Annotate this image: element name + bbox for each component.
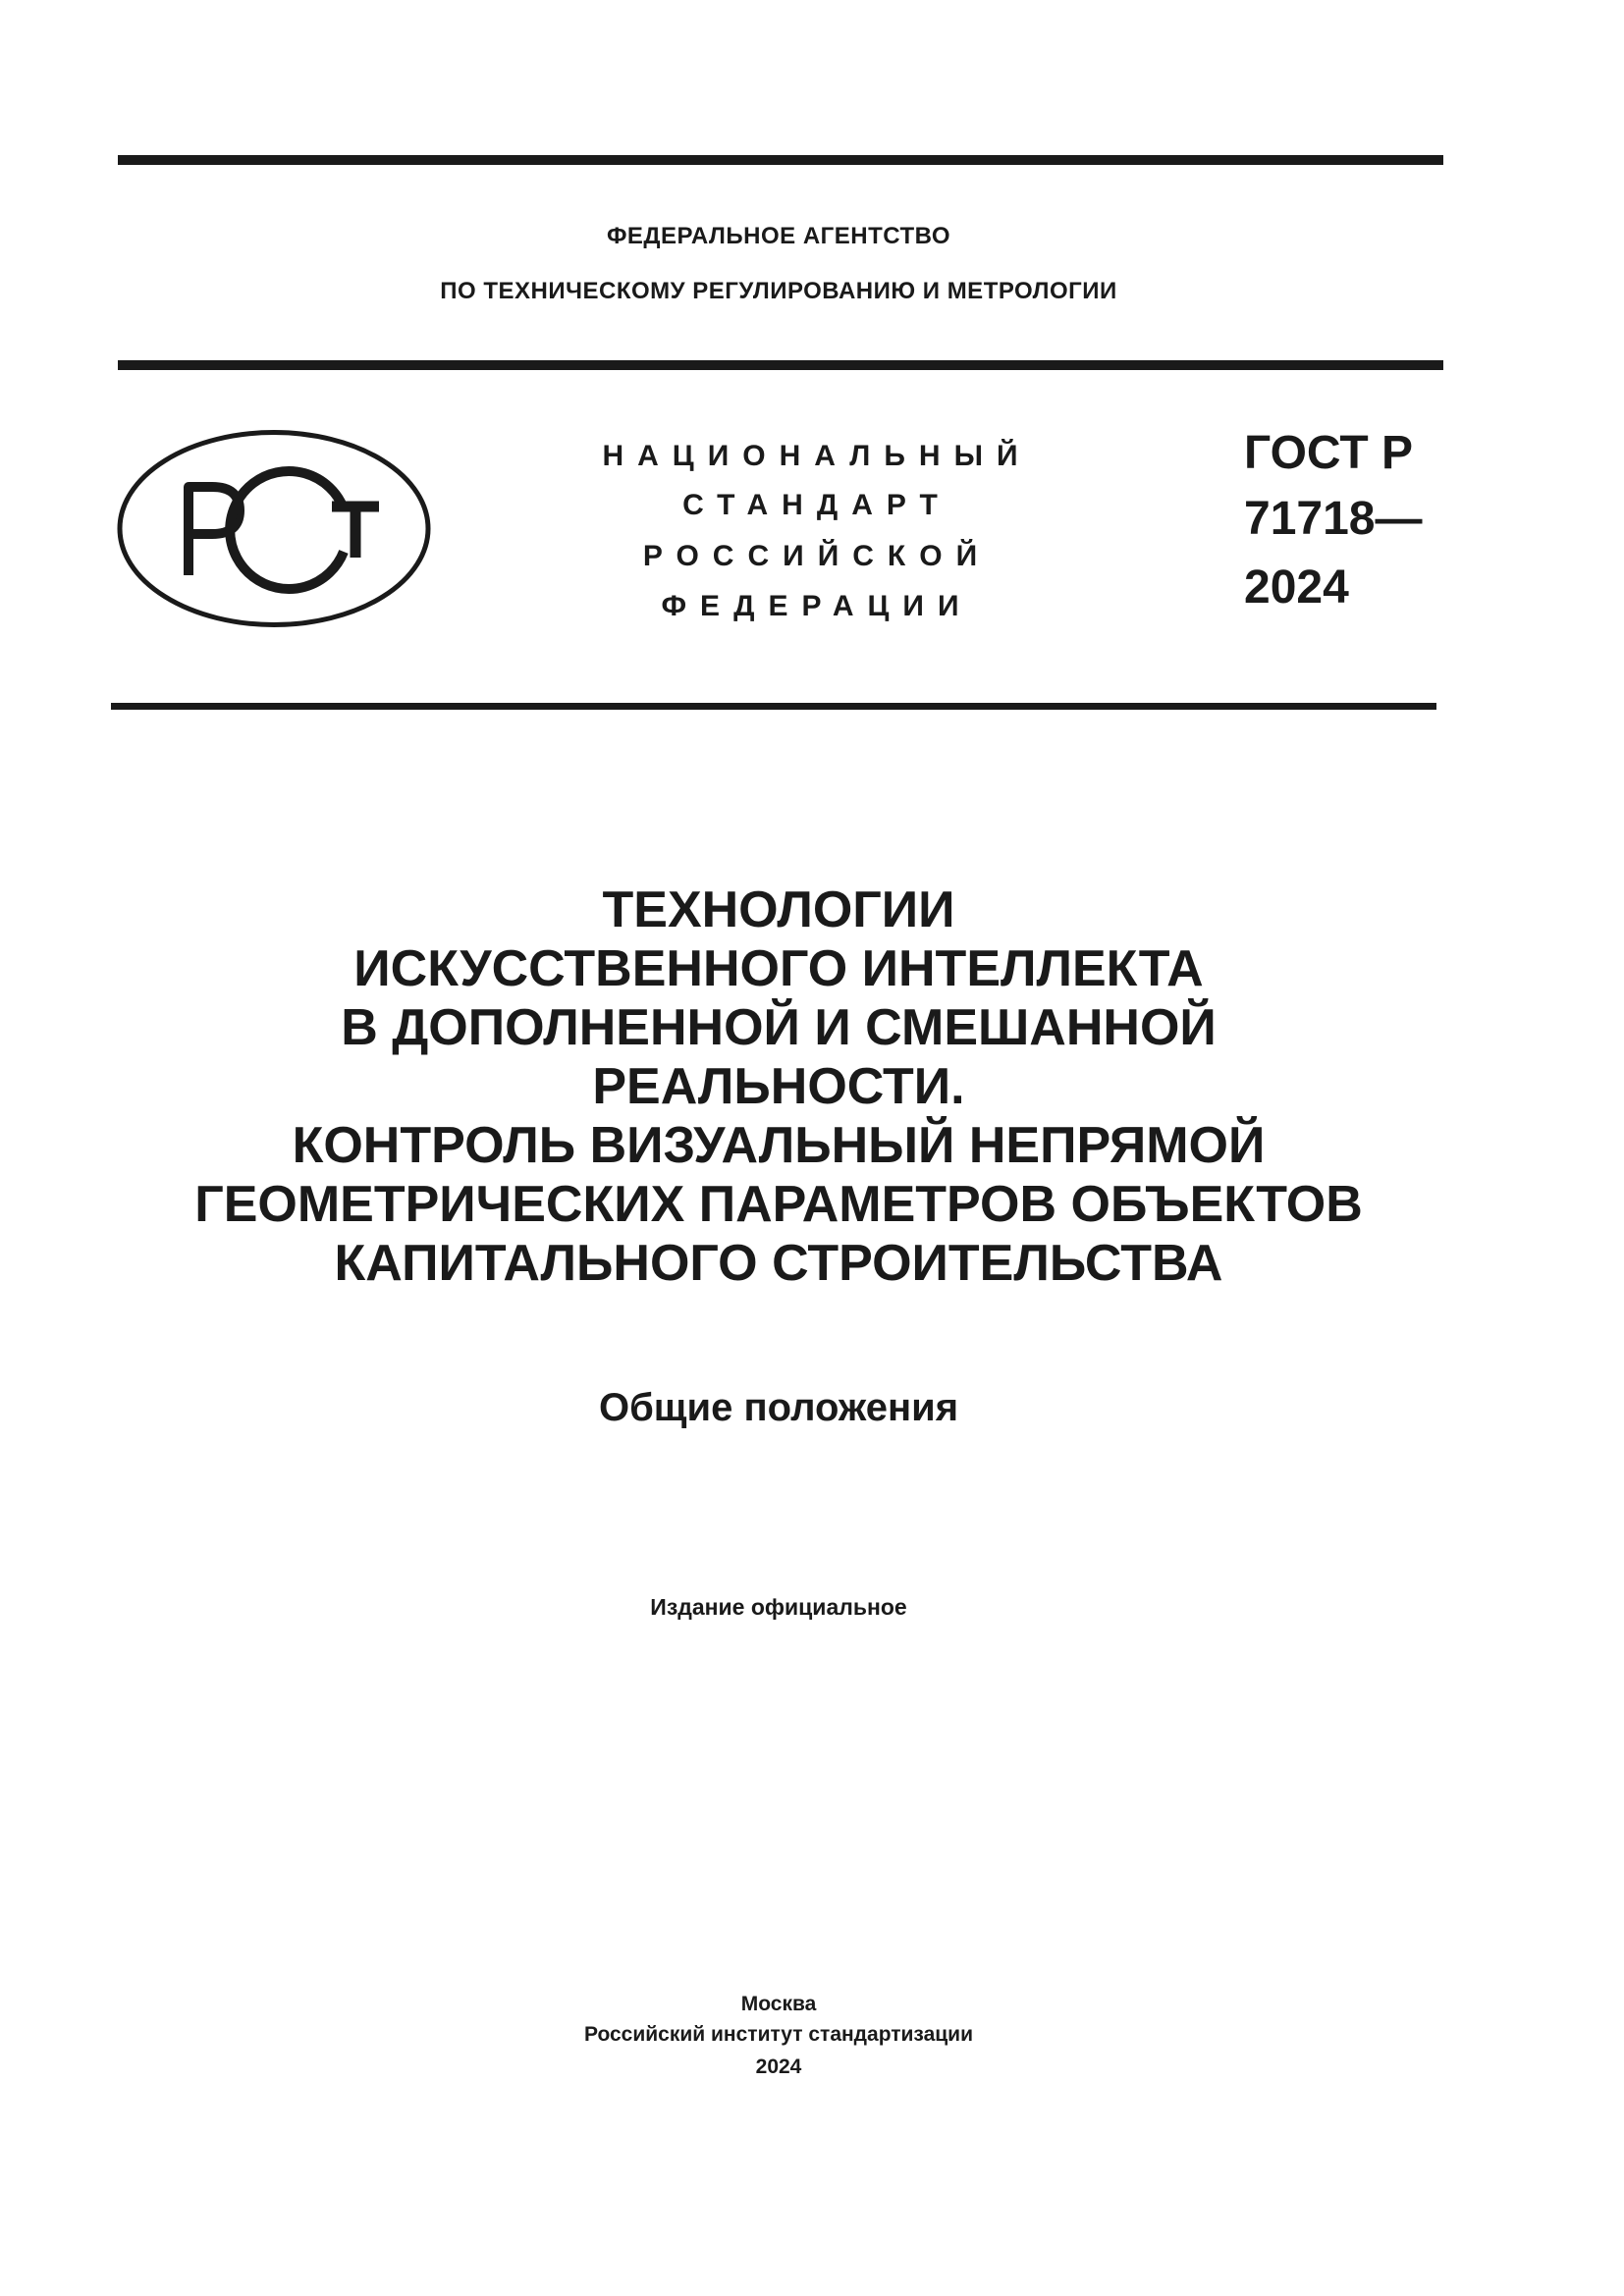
title-line-1: ТЕХНОЛОГИИ xyxy=(602,881,955,938)
document-subtitle: Общие положения xyxy=(598,1386,959,1429)
title-line-3: В ДОПОЛНЕННОЙ И СМЕШАННОЙ xyxy=(341,999,1217,1056)
standard-type-line-2: СТАНДАРТ xyxy=(682,489,951,521)
footer-publisher: Российский институт стандартизации xyxy=(583,2023,974,2046)
standard-type-line-3: РОССИЙСКОЙ xyxy=(642,540,992,572)
rst-emblem-icon xyxy=(116,428,432,629)
title-line-4: РЕАЛЬНОСТИ. xyxy=(592,1058,965,1115)
title-line-5: КОНТРОЛЬ ВИЗУАЛЬНЫЙ НЕПРЯМОЙ xyxy=(292,1117,1266,1174)
middle-rule xyxy=(118,360,1443,370)
title-line-2: ИСКУССТВЕННОГО ИНТЕЛЛЕКТА xyxy=(353,940,1204,997)
agency-name-line-1: ФЕДЕРАЛЬНОЕ АГЕНТСТВО xyxy=(606,223,951,249)
standard-type-line-4: ФЕДЕРАЦИИ xyxy=(661,590,973,622)
designation-line-3: 2024 xyxy=(1244,561,1349,614)
designation-line-1: ГОСТ Р xyxy=(1244,427,1414,479)
standard-type-line-1: НАЦИОНАЛЬНЫЙ xyxy=(602,440,1032,472)
title-line-7: КАПИТАЛЬНОГО СТРОИТЕЛЬСТВА xyxy=(334,1235,1223,1292)
title-line-6: ГЕОМЕТРИЧЕСКИХ ПАРАМЕТРОВ ОБЪЕКТОВ xyxy=(194,1176,1363,1233)
footer-city: Москва xyxy=(740,1993,817,2015)
designation-line-2: 71718— xyxy=(1244,493,1423,545)
bottom-rule xyxy=(111,703,1436,710)
document-title xyxy=(0,881,1557,1293)
footer-year: 2024 xyxy=(755,2056,802,2078)
agency-name-line-2: ПО ТЕХНИЧЕСКОМУ РЕГУЛИРОВАНИЮ И МЕТРОЛОГИИ xyxy=(440,278,1117,304)
edition-label: Издание официальное xyxy=(650,1594,907,1620)
top-rule xyxy=(118,155,1443,165)
